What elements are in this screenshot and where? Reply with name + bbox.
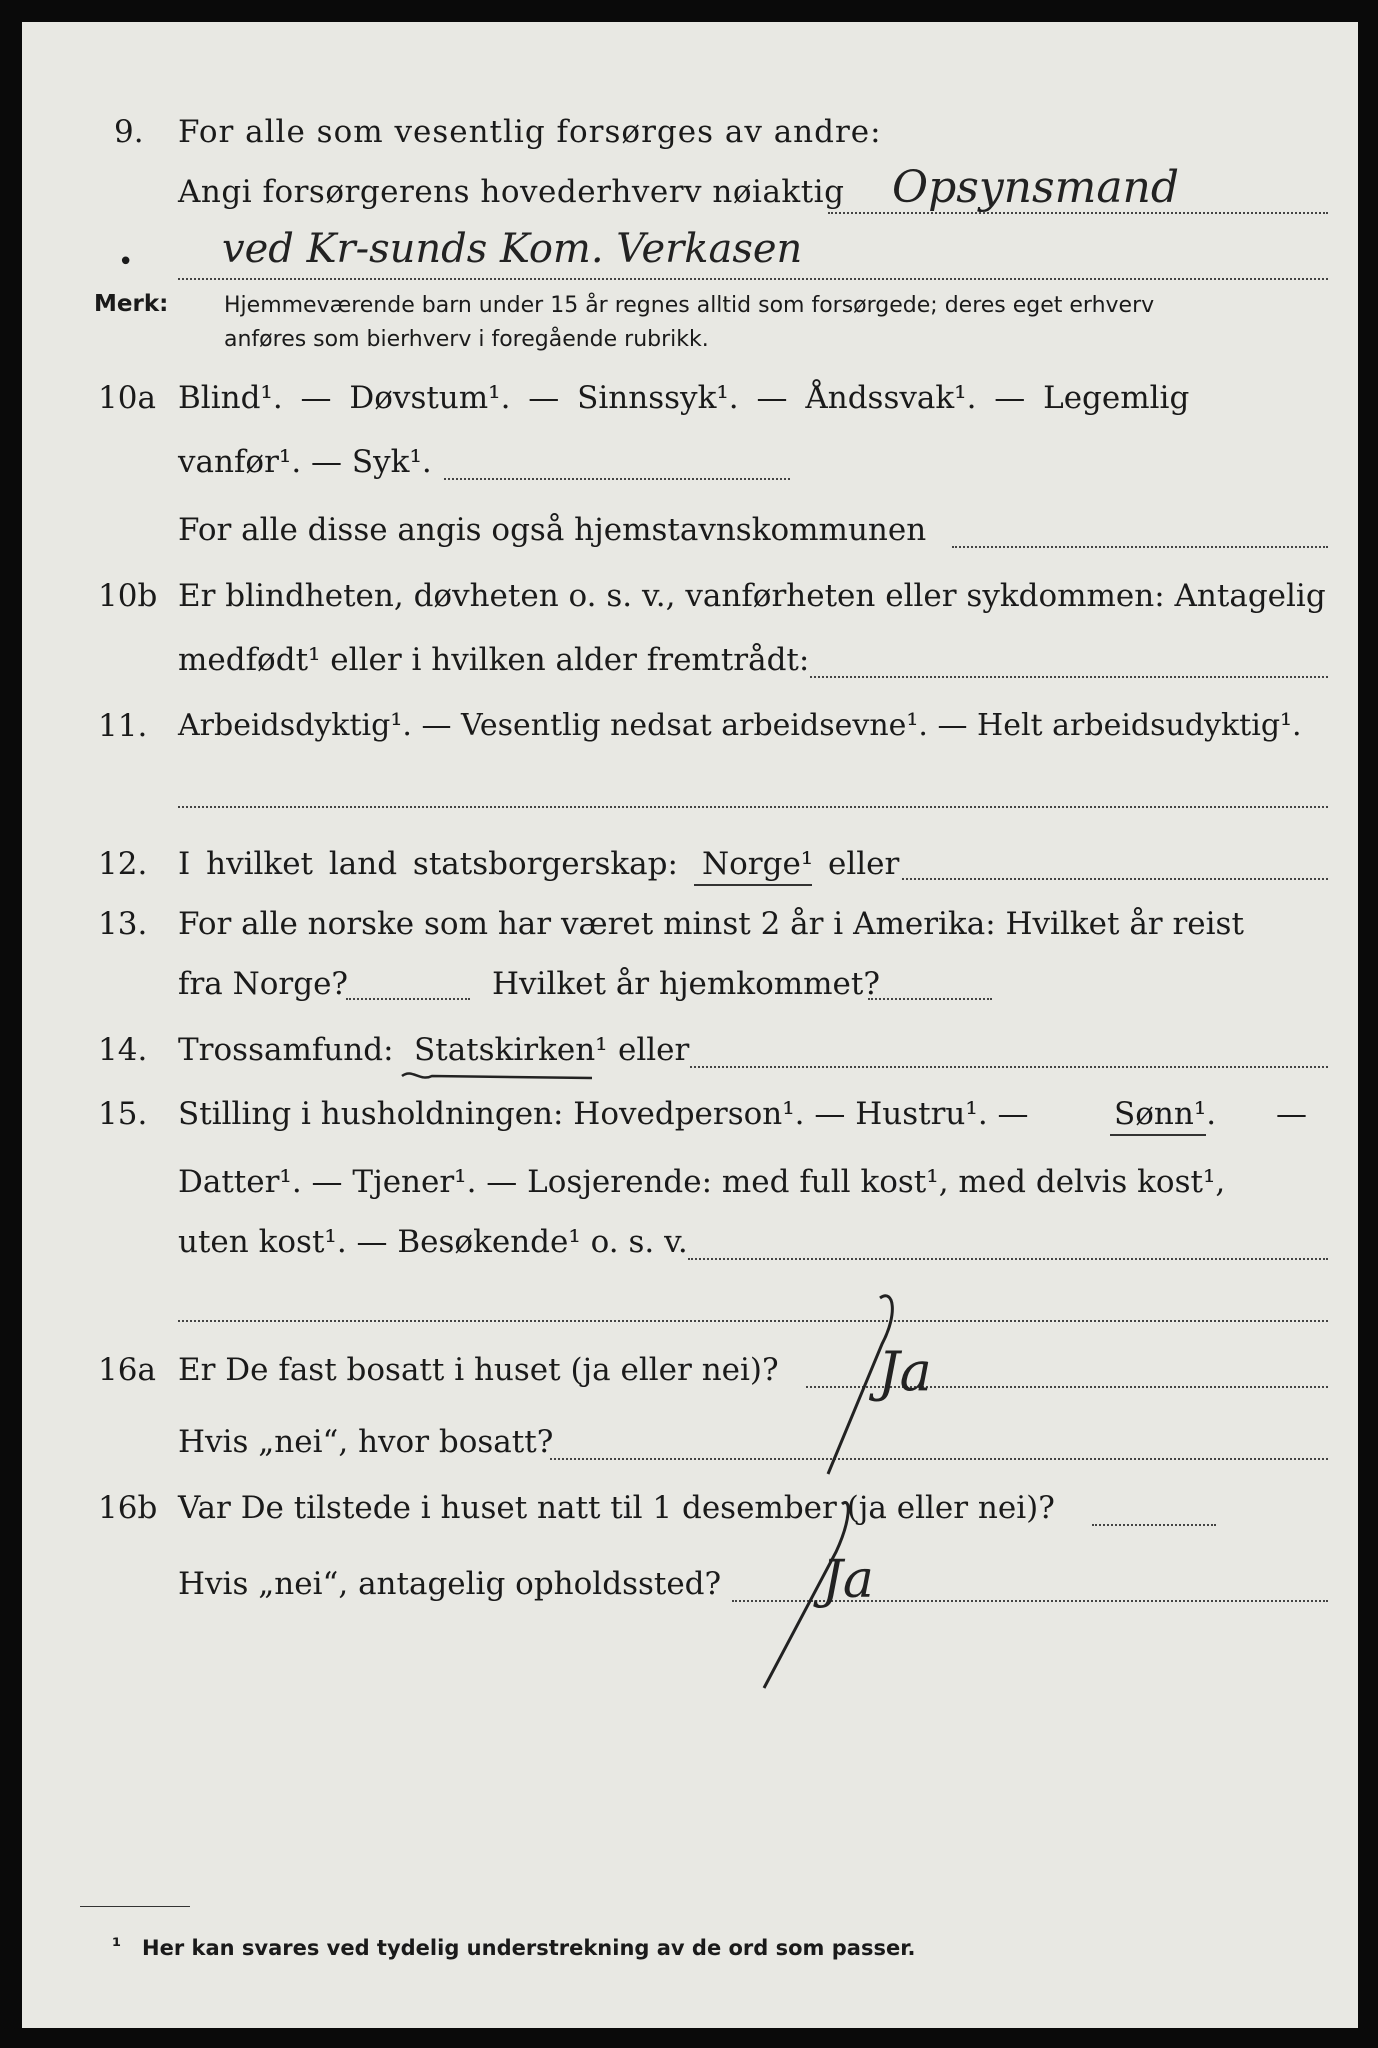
q11-number: 11. [98,708,148,744]
q15-underlined-sonn: Sønn¹. [1114,1096,1217,1132]
q13-hjemkommet-line [868,998,992,1000]
footnote-mark: ¹ [112,1934,122,1958]
q16b-handwritten-stroke [742,1488,862,1708]
q16a-number: 16a [98,1352,156,1388]
q10a-hjemstavn-line [952,546,1328,548]
q12-answer-line [902,878,1328,880]
q16a-line2: Hvis „nei“, hvor bosatt? [178,1424,554,1460]
q13-number: 13. [98,906,148,942]
q15-answer-line2 [178,1320,1328,1322]
q14-prefix: Trossamfund: [178,1032,394,1068]
q9-number: 9. [114,114,144,150]
merk-line2: anføres som bierhverv i foregående rubrikk. [224,327,709,352]
q16b-line1: Var De tilstede i huset natt til 1 desember (ja eller nei)? [178,1490,1055,1526]
merk-label: Merk: [94,291,169,317]
q9-answer-line2 [178,278,1328,280]
footnote-rule [80,1906,190,1907]
q10b-line2: medfødt¹ eller i hvilken alder fremtrådt: [178,642,810,678]
bullet-mark: • [118,247,134,277]
q13-line2b: Hvilket år hjemkommet? [492,966,880,1002]
q14-underline-stroke [402,1066,602,1086]
q10a-line1: Blind¹. — Døvstum¹. — Sinnssyk¹. — Åndssvak¹. — Legemlig [178,380,1190,416]
q9-handwritten-answer2: ved Kr-sunds Kom. Verkasen [222,226,803,272]
q16a-handwritten-stroke [802,1284,922,1484]
q12-prefix: I hvilket land statsborgerskap: [178,846,678,882]
q14-answer-line [690,1066,1328,1068]
q13-line2a: fra Norge? [178,966,349,1002]
q10a-line2: vanfør¹. — Syk¹. [178,444,432,480]
q10a-syk-line [444,478,790,480]
q15-underline-stroke [1110,1134,1206,1136]
q15-line1a: Stilling i husholdningen: Hovedperson¹. — Hustru¹. — [178,1096,1029,1132]
q15-dash: — [1276,1096,1307,1132]
q15-number: 15. [98,1096,148,1132]
q9-line2: Angi forsørgerens hovederhverv nøiaktig [178,174,845,210]
census-form-page [22,22,1358,2028]
q16a-handwritten-answer: Ja [878,1340,932,1403]
q15-line2: Datter¹. — Tjener¹. — Losjerende: med full kost¹, med delvis kost¹, [178,1164,1226,1200]
q13-line1: For alle norske som har været minst 2 år i Amerika: Hvilket år reist [178,906,1244,942]
merk-line1: Hjemmeværende barn under 15 år regnes alltid som forsørgede; deres eget erhverv [224,293,1155,318]
q12-suffix: eller [828,846,900,882]
q15-answer-line1 [688,1258,1328,1260]
q12-underlined-norge: Norge¹ [702,846,814,882]
q16b-line2: Hvis „nei“, antagelig opholdssted? [178,1566,722,1602]
q10a-number: 10a [98,380,156,416]
q11-answer-line [178,806,1328,808]
q11-line1: Arbeidsdyktig¹. — Vesentlig nedsat arbeidsevne¹. — Helt arbeidsudyktig¹. [178,708,1302,743]
q14-suffix: eller [618,1032,690,1068]
q16b-handwritten-answer: Ja [822,1550,874,1610]
q10b-answer-line [810,676,1328,678]
q13-reist-line [346,998,470,1000]
q10a-line3: For alle disse angis også hjemstavnskommunen [178,512,927,548]
q16b-number: 16b [98,1490,158,1526]
q15-line3: uten kost¹. — Besøkende¹ o. s. v. [178,1224,688,1260]
q10b-line1: Er blindheten, døvheten o. s. v., vanførheten eller sykdommen: Antagelig [178,578,1326,614]
footnote-text: Her kan svares ved tydelig understrekning av de ord som passer. [142,1936,916,1960]
q16a-line1: Er De fast bosatt i huset (ja eller nei)? [178,1352,779,1388]
q12-number: 12. [98,846,148,882]
q10b-number: 10b [98,578,158,614]
q14-number: 14. [98,1032,148,1068]
q14-underlined-statskirken: Statskirken¹ [414,1032,608,1068]
q16a-bosatt-line [550,1458,1328,1460]
q9-handwritten-answer1: Opsynsmand [892,162,1180,213]
q9-line1: For alle som vesentlig forsørges av andre: [178,114,882,150]
q12-underline-stroke [694,884,812,886]
q16b-answer-line [1092,1524,1216,1526]
